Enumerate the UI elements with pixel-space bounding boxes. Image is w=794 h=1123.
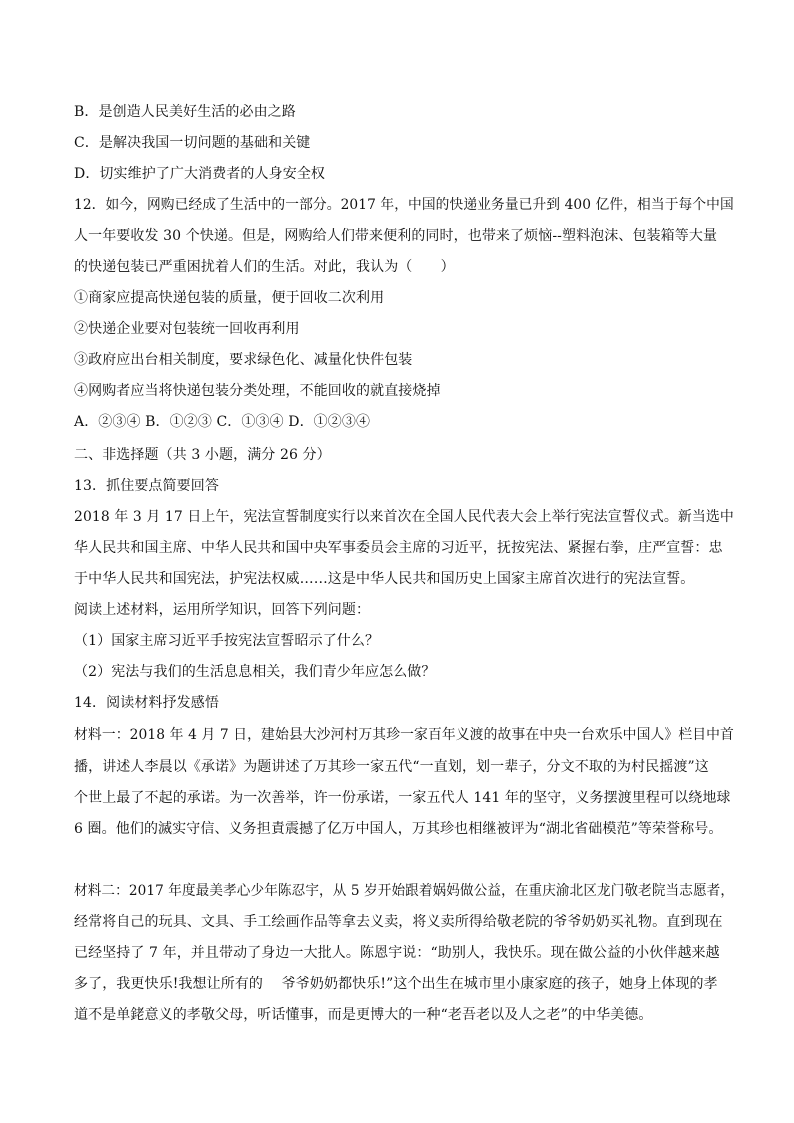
statement-4: ④网购者应当将快递包装分类处理，不能回收的就直接烧掉 (74, 383, 441, 399)
material-one: 材料一：2018 年 4 月 7 日，建始县大沙河村万其珍一家百年义渡的故事在中央一台欢乐中国人》栏目中首 (74, 727, 734, 743)
material-two: 多了，我更快乐!我想让所有的 爷爷奶奶都快乐!”这个出生在城市里小康家庭的孩子，她身上体现的孝 (74, 976, 718, 992)
sub-question-1: （1）国家主席习近平手按宪法宣誓昭示了什么？ (74, 633, 380, 649)
material-one: 个世上最了不起的承诺。为一次善举，许一份承诺，一家五代人 141 年的坚守，义务摆渡里程可以绕地球 (74, 790, 731, 806)
material-paragraph: 华人民共和国主席、中华人民共和国中央军事委员会主席的习近平，抚按宪法、紧握右拳，庄严宣誓：忠 (74, 540, 723, 556)
material-one: 播，讲述人李晨以《承诺》为题讲述了万其珍一家五代“一直划，划一辈子，分文不取的为村民摇渡”这 (74, 759, 709, 775)
instruction: 阅读上述材料，运用所学知识，回答下列问题： (74, 602, 371, 618)
material-paragraph: 2018 年 3 月 17 日上午，宪法宣誓制度实行以来首次在全国人民代表大会上举行宪法宣誓仪式。新当选中 (74, 509, 734, 525)
material-two: 道不是单銠意义的孝敬父母，听话懂事，而是更博大的一种“老吾老以及人之老”的中华美德。 (74, 1007, 653, 1023)
statement-2: ②快递企业要对包装统一回收再利用 (74, 321, 300, 337)
question-12-text: 人一年要收发 30 个快递。但是，网购给人们带来便利的同时，也带来了烦恼--塑料泡沫、包装箱等大量 (74, 228, 718, 244)
statement-1: ①商家应提高快递包装的质量，便于回收二次利用 (74, 290, 385, 306)
question-14-title: 14．阅读材料抒发感悟 (74, 695, 219, 711)
option-d: D．切实维护了广大消费者的人身安全权 (74, 166, 326, 182)
question-13-title: 13．抓住要点简要回答 (74, 478, 219, 494)
question-12-text: 的快递包装已严重困扰着人们的生活。对此，我认为（ ） (74, 259, 455, 275)
material-one: 6 圈。他们的滅实守信、义务担責震撼了亿万中国人，万其珍也相继被评为“湖北省础模范”等荣誉称号。 (74, 821, 723, 837)
material-two: 经常将自己的玩具、文具、手工绘画作品等拿去义卖，将义卖所得给敬老院的爷爷奶奶买礼物。直到现在 (74, 914, 723, 930)
question-12-text: 12．如今，网购已经成了生活中的一部分。2017 年，中国的快递业务量已升到 400 亿件，相当于每个中国 (74, 197, 734, 213)
sub-question-2: （2）宪法与我们的生活息息相关，我们青少年应怎么做？ (74, 664, 436, 680)
option-c: C．是解决我国一切问题的基础和关键 (74, 135, 311, 151)
section-heading: 二、非选择题（共 3 小题，满分 26 分） (74, 447, 331, 463)
material-two: 材料二：2017 年度最美孝心少年陈忍宇，从 5 岁开始跟着娲妈做公益，在重庆渝北区龙门敬老院当志愿者， (74, 883, 735, 899)
statement-3: ③政府应出台相关制度，要求绿色化、减量化快件包装 (74, 352, 413, 368)
material-two: 已经坚持了 7 年，并且带动了身边一大批人。陈恩宇说：“助别人，我快乐。现在做公益的小伙伴越来越 (74, 945, 720, 961)
option-b: B．是创造人民美好生活的必由之路 (74, 104, 296, 120)
material-paragraph: 于中华人民共和国宪法，护宪法权威……这是中华人民共和国历史上国家主席首次进行的宪法宣誓。 (74, 571, 695, 587)
answer-options: A．②③④ B．①②③ C．①③④ D．①②③④ (74, 414, 371, 430)
